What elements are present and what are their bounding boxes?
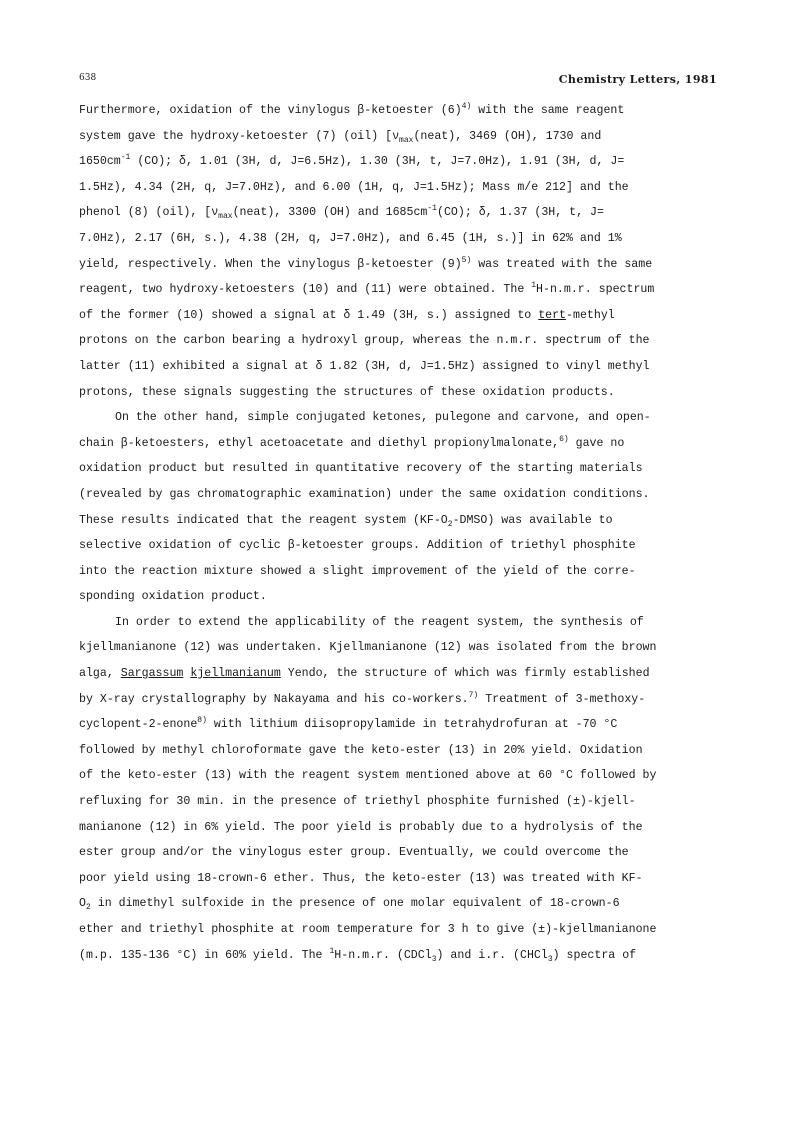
text-line: (m.p. 135-136 °C) in 60% yield. The $^1$H-n.m.r. (CDCl$_3$) and i.r. (CHCl$_3$) spectra of [79, 946, 637, 964]
text-line: poor yield using 18-crown-6 ether. Thus, the keto-ester (13) was treated with KF- [79, 871, 643, 885]
text-line: kjellmanianone (12) was undertaken. Kjellmanianone (12) was isolated from the brown [79, 641, 657, 655]
underlined-term: kjellmanianum [190, 667, 281, 681]
text-line: manianone (12) in 6% yield. The poor yield is probably due to a hydrolysis of the [79, 820, 643, 834]
text-line: of the former (10) showed a signal at δ 1.49 (3H, s.) assigned to tert-methyl [79, 308, 615, 322]
text-line: protons on the carbon bearing a hydroxyl group, whereas the n.m.r. spectrum of the [79, 334, 650, 348]
page-number: 638 [79, 73, 97, 83]
text-line: These results indicated that the reagent system $(KF-O_2-DMSO)$ was available to [79, 513, 613, 529]
text-line: phenol (8) (oil), [$\nu_{max}(neat)$, 3300 (OH) and $1685cm^{-1}(CO)$; δ, 1.37 (3H, t, J= [79, 204, 604, 222]
text-line: followed by methyl chloroformate gave the keto-ester (13) in 20% yield. Oxidation [79, 743, 643, 757]
text-line: chain β-ketoesters, ethyl acetoacetate and diethyl propionylmalonate,$^{6)}$ gave no [79, 434, 625, 450]
text-line: oxidation product but resulted in quantitative recovery of the starting materials [79, 462, 643, 476]
text-line: On the other hand, simple conjugated ketones, pulegone and carvone, and open- [115, 411, 651, 425]
text-line: refluxing for 30 min. in the presence of triethyl phosphite furnished (±)-kjell- [79, 795, 636, 809]
article-body [79, 98, 719, 968]
text-line: into the reaction mixture showed a slight improvement of the yield of the corre- [79, 564, 636, 578]
text-line: latter (11) exhibited a signal at δ 1.82 (3H, d, J=1.5Hz) assigned to vinyl methyl [79, 359, 650, 373]
text-line: sponding oxidation product. [79, 590, 267, 604]
text-line: ester group and/or the vinylogus ester group. Eventually, we could overcome the [79, 846, 629, 860]
text-line: reagent, two hydroxy-ketoesters (10) and (11) were obtained. The $^1$H-n.m.r. spectrum [79, 281, 655, 297]
text-line: In order to extend the applicability of the reagent system, the synthesis of [115, 615, 644, 629]
underlined-term: Sargassum [120, 667, 184, 681]
text-line: protons, these signals suggesting the structures of these oxidation products. [79, 385, 615, 399]
text-line: by X-ray crystallography by Nakayama and his co-workers.$^{7)}$ Treatment of 3-methoxy- [79, 690, 646, 706]
text-line: system gave the hydroxy-ketoester (7) (oil) [$\nu_{max}(neat)$, 3469 (OH), 1730 and [79, 129, 602, 145]
text-line: $1650cm^{-1}$ (CO); δ, 1.01 (3H, d, J=6.5Hz), 1.30 (3H, t, J=7.0Hz), 1.91 (3H, d, J= [79, 153, 625, 169]
text-line: 7.0Hz), 2.17 (6H, s.), 4.38 (2H, q, J=7.0Hz), and 6.45 (1H, s.)] in 62% and 1% [79, 231, 622, 245]
text-line: cyclopent-2-enone$^{8)}$ with lithium diisopropylamide in tetrahydrofuran at -70 °C [79, 716, 618, 732]
text-line: yield, respectively. When the vinylogus β-ketoester $(9)^{5)}$ was treated with the same [79, 255, 653, 271]
text-line: ether and triethyl phosphite at room temperature for 3 h to give (±)-kjellmanianone [79, 923, 657, 936]
text-line: 1.5Hz), 4.34 (2H, q, J=7.0Hz), and 6.00 (1H, q, J=1.5Hz); Mass m/e 212] and the [79, 180, 629, 194]
text-line: selective oxidation of cyclic β-ketoester groups. Addition of triethyl phosphite [79, 539, 636, 553]
journal-header: Chemistry Letters, 1981 [558, 73, 717, 86]
text-line: alga, Sargassum kjellmanianum Yendo, the structure of which was firmly established [79, 667, 650, 681]
text-line: of the keto-ester (13) with the reagent system mentioned above at 60 °C followed by [79, 769, 657, 783]
underlined-term: tert [538, 308, 567, 322]
text-line: $O_2$ in dimethyl sulfoxide in the presence of one molar equivalent of 18-crown-6 [79, 897, 620, 913]
text-line: (revealed by gas chromatographic examination) under the same oxidation conditions. [79, 487, 650, 501]
text-line: Furthermore, oxidation of the vinylogus β-ketoester $(6)^{4)}$ with the same reagent [79, 102, 625, 117]
